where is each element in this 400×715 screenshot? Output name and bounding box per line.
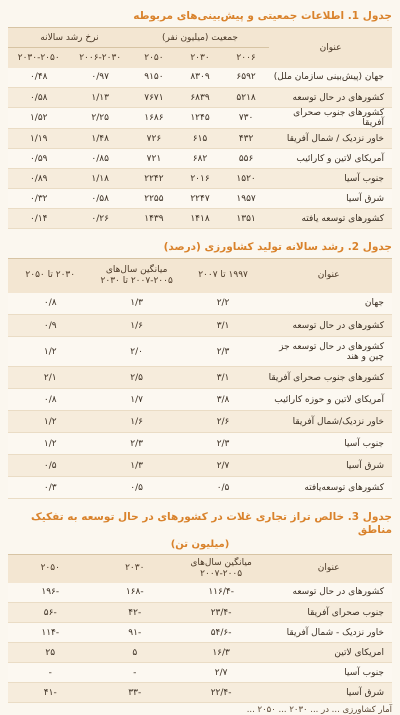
t3-cell: -۴۲ [93, 603, 177, 623]
t3-header-title: عنوان [265, 555, 392, 583]
table-1-section [8, 10, 392, 229]
t3-cell: ۵ [93, 643, 177, 663]
t3-cell: - [93, 663, 177, 683]
t1-cell: ۷۲۱ [131, 149, 177, 169]
t3-cell: -۵۶ [8, 603, 93, 623]
t1-header-population: جمعیت (میلیون نفر) [131, 28, 269, 48]
table-2-title: جدول 2. رشد سالانه تولید کشاورزی (درصد) [163, 241, 392, 253]
footnote: آمار کشاورزی ... در ... ۲۰۳۰ ... ۲۰۵۰ ... [246, 705, 392, 715]
table-row [8, 411, 392, 433]
t1-cell: ۱/۱۸ [69, 169, 130, 189]
table-row [8, 149, 392, 169]
t1-row-name: جهان (پیش‌بینی سازمان ملل) [269, 68, 392, 88]
t1-cell: ۱۹۵۷ [223, 189, 269, 209]
t1-cell: ۷۲۶ [131, 129, 177, 149]
t2-cell: ۱/۳ [93, 293, 181, 315]
table-row [8, 583, 392, 603]
table-row [8, 643, 392, 663]
t1-cell: ۷۶۷۱ [131, 88, 177, 108]
table-1 [8, 27, 392, 229]
t1-cell: ۰/۴۸ [8, 68, 69, 88]
t3-cell: -۱۱۶/۴ [177, 583, 265, 603]
t2-row-name: آمریکای لاتین و حوزه کارائیب [265, 389, 392, 411]
t1-cell: ۲۰۱۶ [177, 169, 223, 189]
t3-cell: ۱۶/۳ [177, 643, 265, 663]
table-row [8, 663, 392, 683]
t2-header-col: ۱۹۹۷ تا ۲۰۰۷ [181, 259, 265, 293]
table-2-section [8, 241, 392, 499]
t1-row-name: آمریکای لاتین و کارائیب [269, 149, 392, 169]
t2-row-name: کشورهای توسعه‌یافته [265, 477, 392, 499]
t2-row-name: کشورهای جنوب صحرای آفریقا [265, 367, 392, 389]
t2-cell: ۰/۳ [8, 477, 93, 499]
t2-cell: ۱/۲ [8, 411, 93, 433]
t1-year: ۲۰۳۰ [177, 48, 223, 68]
t1-cell: ۰/۳۲ [8, 189, 69, 209]
t2-cell: ۳/۱ [181, 367, 265, 389]
t2-cell: ۰/۵ [93, 477, 181, 499]
t2-cell: ۳/۸ [181, 389, 265, 411]
table-3-title: جدول 3. خالص تراز تجاری غلات در کشورهای در حال توسعه به تفکیک مناطق [30, 511, 392, 536]
t1-cell: ۱۶۸۶ [131, 108, 177, 129]
t3-cell: -۵۴/۶ [177, 623, 265, 643]
t1-row-name: کشورهای توسعه یافته [269, 209, 392, 229]
t1-cell: ۱/۱۹ [8, 129, 69, 149]
table-row [8, 169, 392, 189]
t1-cell: ۲۲۴۷ [177, 189, 223, 209]
t1-year: ۲۰۳۰-۲۰۵۰ [8, 48, 69, 68]
t2-cell: ۲/۱ [8, 367, 93, 389]
t3-cell: -۳۳ [93, 683, 177, 703]
table-row [8, 315, 392, 337]
t1-cell: ۲/۲۵ [69, 108, 130, 129]
table-row [8, 337, 392, 367]
t3-cell: -۱۱۴ [8, 623, 93, 643]
t3-cell: ۲/۷ [177, 663, 265, 683]
t1-cell: ۸۳۰۹ [177, 68, 223, 88]
t2-cell: ۱/۶ [93, 315, 181, 337]
t2-cell: ۰/۸ [8, 293, 93, 315]
t1-cell: ۰/۵۹ [8, 149, 69, 169]
table-row [8, 603, 392, 623]
t2-cell: ۲/۶ [181, 411, 265, 433]
t1-cell: ۱۲۴۵ [177, 108, 223, 129]
t2-cell: ۰/۵ [181, 477, 265, 499]
t2-header-col: میانگین سال‌های ۲۰۰۵-۲۰۰۷ تا ۲۰۳۰ [93, 259, 181, 293]
t1-cell: ۰/۸۹ [8, 169, 69, 189]
t2-row-name: شرق آسیا [265, 455, 392, 477]
t1-cell: ۶۸۳۹ [177, 88, 223, 108]
table-row [8, 389, 392, 411]
t1-cell: ۶۸۲ [177, 149, 223, 169]
table-row [8, 455, 392, 477]
t1-cell: ۰/۵۸ [69, 189, 130, 209]
t2-cell: ۲/۳ [93, 433, 181, 455]
table-3-subtitle: (میلیون تن) [170, 539, 230, 550]
t3-cell: -۲۳/۴ [177, 603, 265, 623]
t1-cell: ۰/۵۸ [8, 88, 69, 108]
t2-cell: ۲/۳ [181, 337, 265, 367]
t2-cell: ۰/۵ [8, 455, 93, 477]
t1-cell: ۱۳۵۱ [223, 209, 269, 229]
t1-row-name: کشورهای جنوب صحرای آفریقا [269, 108, 392, 129]
t1-cell: ۲۲۴۲ [131, 169, 177, 189]
table-row [8, 68, 392, 88]
t3-cell: -۱۹۶ [8, 583, 93, 603]
t2-row-name: کشورهای در حال توسعه جز چین و هند [265, 337, 392, 367]
t3-cell: -۴۱ [8, 683, 93, 703]
t1-cell: ۱/۴۸ [69, 129, 130, 149]
t1-cell: ۶۵۹۲ [223, 68, 269, 88]
t1-row-name: کشورهای در حال توسعه [269, 88, 392, 108]
t2-cell: ۱/۳ [93, 455, 181, 477]
t3-row-name: شرق آسیا [265, 683, 392, 703]
table-row [8, 477, 392, 499]
t1-cell: ۰/۱۴ [8, 209, 69, 229]
t2-cell: ۱/۲ [8, 433, 93, 455]
t3-row-name: خاور نزدیک - شمال آفریقا [265, 623, 392, 643]
t1-row-name: جنوب آسیا [269, 169, 392, 189]
t3-row-name: جنوب صحرای آفریقا [265, 603, 392, 623]
t2-cell: ۲/۳ [181, 433, 265, 455]
t3-cell: - [8, 663, 93, 683]
t2-row-name: خاور نزدیک/شمال آفریقا [265, 411, 392, 433]
t1-year: ۲۰۰۶ [223, 48, 269, 68]
table-row [8, 683, 392, 703]
table-3 [8, 554, 392, 703]
t1-cell: ۱۴۳۹ [131, 209, 177, 229]
t2-header-col: ۲۰۳۰ تا ۲۰۵۰ [8, 259, 93, 293]
t2-row-name: کشورهای در حال توسعه [265, 315, 392, 337]
t1-cell: ۴۳۲ [223, 129, 269, 149]
table-row [8, 129, 392, 149]
t3-cell: -۹۱ [93, 623, 177, 643]
t3-row-name: کشورهای در حال توسعه [265, 583, 392, 603]
t3-header-col: ۲۰۳۰ [93, 555, 177, 583]
t2-cell: ۰/۸ [8, 389, 93, 411]
t1-cell: ۶۱۵ [177, 129, 223, 149]
t1-cell: ۰/۹۷ [69, 68, 130, 88]
t2-cell: ۲/۷ [181, 455, 265, 477]
t3-header-col: ۲۰۵۰ [8, 555, 93, 583]
t3-header-col: میانگین سال‌های ۲۰۰۵-۲۰۰۷ [177, 555, 265, 583]
t2-cell: ۲/۰ [93, 337, 181, 367]
table-row [8, 108, 392, 129]
t2-cell: ۱/۷ [93, 389, 181, 411]
t1-cell: ۵۲۱۸ [223, 88, 269, 108]
table-3-section [8, 511, 392, 715]
t1-cell: ۷۳۰ [223, 108, 269, 129]
t2-cell: ۰/۹ [8, 315, 93, 337]
t2-cell: ۳/۱ [181, 315, 265, 337]
t2-header-title: عنوان [265, 259, 392, 293]
t2-cell: ۲/۵ [93, 367, 181, 389]
t1-cell: ۱۵۲۰ [223, 169, 269, 189]
t1-cell: ۵۵۶ [223, 149, 269, 169]
t1-cell: ۱۴۱۸ [177, 209, 223, 229]
table-2 [8, 258, 392, 499]
table-row [8, 209, 392, 229]
table-row [8, 623, 392, 643]
t1-cell: ۰/۸۵ [69, 149, 130, 169]
table-row [8, 189, 392, 209]
t2-cell: ۱/۲ [8, 337, 93, 367]
t3-row-name: جنوب آسیا [265, 663, 392, 683]
t1-cell: ۲۲۵۵ [131, 189, 177, 209]
table-row [8, 433, 392, 455]
t1-header-growth: نرخ رشد سالانه [8, 28, 131, 48]
t1-cell: ۹۱۵۰ [131, 68, 177, 88]
table-row [8, 367, 392, 389]
t3-cell: ۲۵ [8, 643, 93, 663]
t3-row-name: امریکای لاتین [265, 643, 392, 663]
t2-row-name: جهان [265, 293, 392, 315]
t1-year: ۲۰۵۰ [131, 48, 177, 68]
t3-cell: -۱۶۸ [93, 583, 177, 603]
t1-row-name: خاور نزدیک / شمال آفریقا [269, 129, 392, 149]
t1-year: ۲۰۰۶-۲۰۳۰ [69, 48, 130, 68]
table-row [8, 88, 392, 108]
t1-row-name: شرق آسیا [269, 189, 392, 209]
t3-cell: -۲۲/۴ [177, 683, 265, 703]
table-row [8, 293, 392, 315]
t2-cell: ۲/۲ [181, 293, 265, 315]
t1-cell: ۰/۲۶ [69, 209, 130, 229]
t1-cell: ۱/۵۲ [8, 108, 69, 129]
t1-header-title: عنوان [269, 28, 392, 68]
t1-cell: ۱/۱۳ [69, 88, 130, 108]
t2-row-name: جنوب آسیا [265, 433, 392, 455]
table-1-title: جدول 1. اطلاعات جمعیتی و پیش‌بینی‌های مربوطه [133, 10, 392, 22]
t2-cell: ۱/۶ [93, 411, 181, 433]
